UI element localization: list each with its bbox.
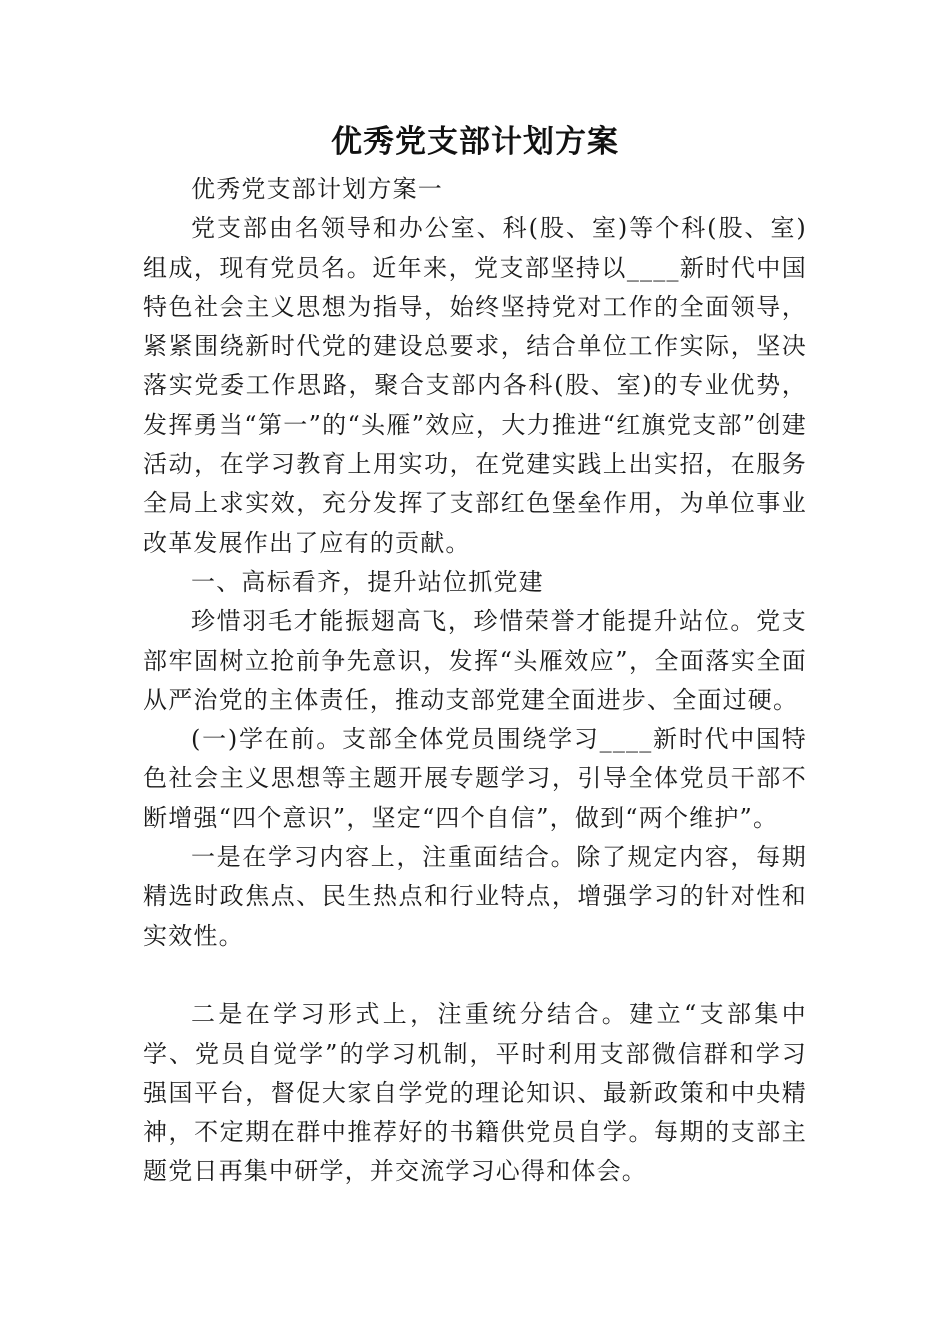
section-paragraph: 珍惜羽毛才能振翅高飞，珍惜荣誉才能提升站位。党支部牢固树立抢前争先意识，发挥“头雁效应”，全面落实全面从严治党的主体责任，推动支部党建全面进步、全面过硬。 — [143, 607, 807, 714]
list-paragraph-1: 一是在学习内容上，注重面结合。除了规定内容，每期精选时政焦点、民生热点和行业特点，增强学习的针对性和实效性。 — [143, 843, 807, 950]
list-paragraph-2: 二是在学习形式上，注重统分结合。建立“支部集中学、党员自觉学”的学习机制，平时利用支部微信群和学习强国平台，督促大家自学党的理论知识、最新政策和中央精神，不定期在群中推荐好的书籍供党员自学。每期的支部主题党日再集中研学，并交流学习心得和体会。 — [143, 1000, 807, 1186]
subsection-paragraph: (一)学在前。支部全体党员围绕学习____新时代中国特色社会主义思想等主题开展专题学习，引导全体党员干部不断增强“四个意识”，坚定“四个自信”，做到“两个维护”。 — [143, 725, 807, 832]
subtitle-paragraph: 优秀党支部计划方案一 — [191, 175, 443, 203]
document-title: 优秀党支部计划方案 — [331, 124, 619, 160]
document-body — [143, 170, 807, 1192]
intro-paragraph: 党支部由名领导和办公室、科(股、室)等个科(股、室)组成，现有党员名。近年来，党支部坚持以____新时代中国特色社会主义思想为指导，始终坚持党对工作的全面领导，紧紧围绕新时代党的建设总要求，结合单位工作实际，坚决落实党委工作思路，聚合支部内各科(股、室)的专业优势，发挥勇当“第一”的“头雁”效应，大力推进“红旗党支部”创建活动，在学习教育上用实功，在党建实践上出实招，在服务全局上求实效，充分发挥了支部红色堡垒作用，为单位事业改革发展作出了应有的贡献。 — [143, 214, 807, 557]
section-heading: 一、高标看齐，提升站位抓党建 — [191, 567, 544, 596]
